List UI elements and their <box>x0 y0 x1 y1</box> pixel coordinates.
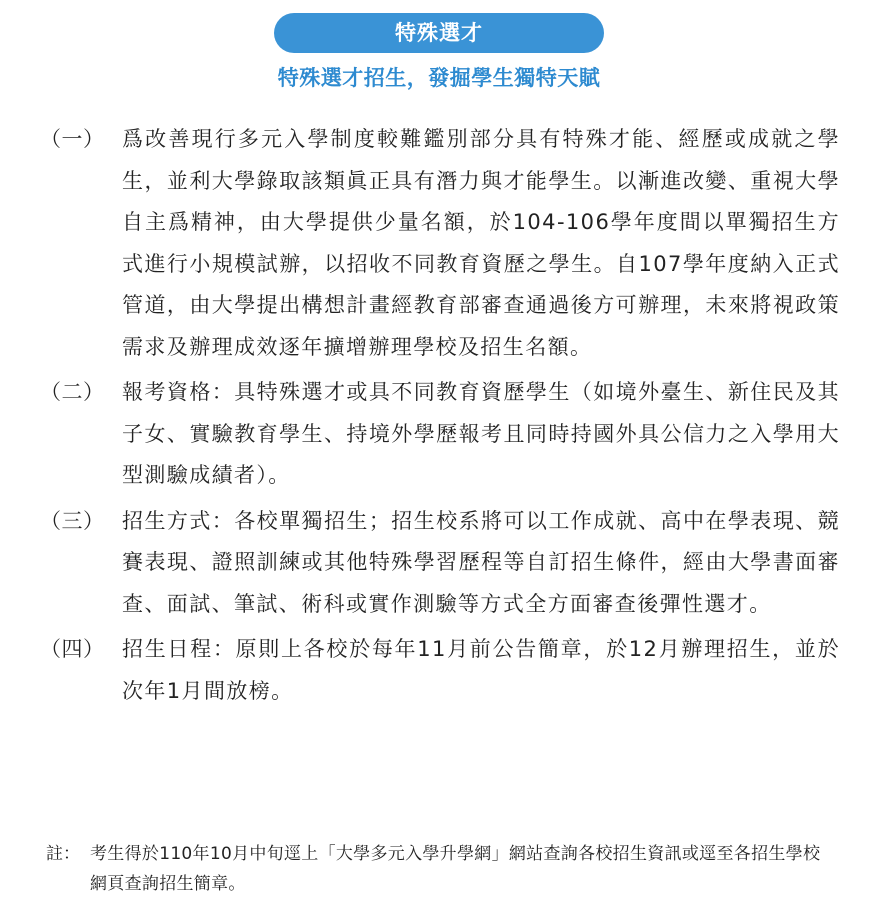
section-list <box>40 119 840 716</box>
footnote-text: 考生得於110年10月中旬逕上「大學多元入學升學網」網站查詢各校招生資訊或逕至各招生學校網頁查詢招生簡章。 <box>90 844 821 894</box>
section-item-4 <box>40 629 840 712</box>
section-text: 招生日程：原則上各校於每年11月前公告簡章，於12月辦理招生，並於次年1月間放榜。 <box>122 637 840 703</box>
section-text: 招生方式：各校單獨招生；招生校系將可以工作成就、高中在學表現、競賽表現、證照訓練或其他特殊學習歷程等自訂招生條件，經由大學書面審查、面試、筆試、術科或實作測驗等方式全方面審查後彈性選才。 <box>122 508 840 616</box>
section-badge: 特殊選才 <box>274 13 604 53</box>
section-number: （二） <box>40 380 105 404</box>
section-number: （三） <box>40 508 105 533</box>
footnote-label: 註： <box>46 844 80 864</box>
section-text: 報考資格：具特殊選才或具不同教育資歷學生（如境外臺生、新住民及其子女、實驗教育學生、持境外學歷報考且同時持國外具公信力之入學用大型測驗成績者）。 <box>122 380 840 487</box>
section-item-2 <box>40 372 840 497</box>
section-text: 爲改善現行多元入學制度較難鑑別部分具有特殊才能、經歷或成就之學生，並利大學錄取該類眞正具有潛力與才能學生。以漸進改變、重視大學自主爲精神，由大學提供少量名額，於104-106學年度間以單獨招生方式進行小規模試辦，以招收不同教育資歷之學生。自107學年度納入正式管道，由大學提出構想計畫經教育部審查通過後方可辦理，未來將視政策需求及辦理成效逐年擴增辦理學校及招生名額。 <box>122 127 840 359</box>
section-number: （一） <box>40 127 105 151</box>
section-item-3 <box>40 501 840 626</box>
footnote <box>46 839 836 899</box>
section-item-1 <box>40 119 840 368</box>
section-number: （四） <box>40 637 105 661</box>
page-subtitle: 特殊選才招生，發掘學生獨特天賦 <box>277 66 601 90</box>
